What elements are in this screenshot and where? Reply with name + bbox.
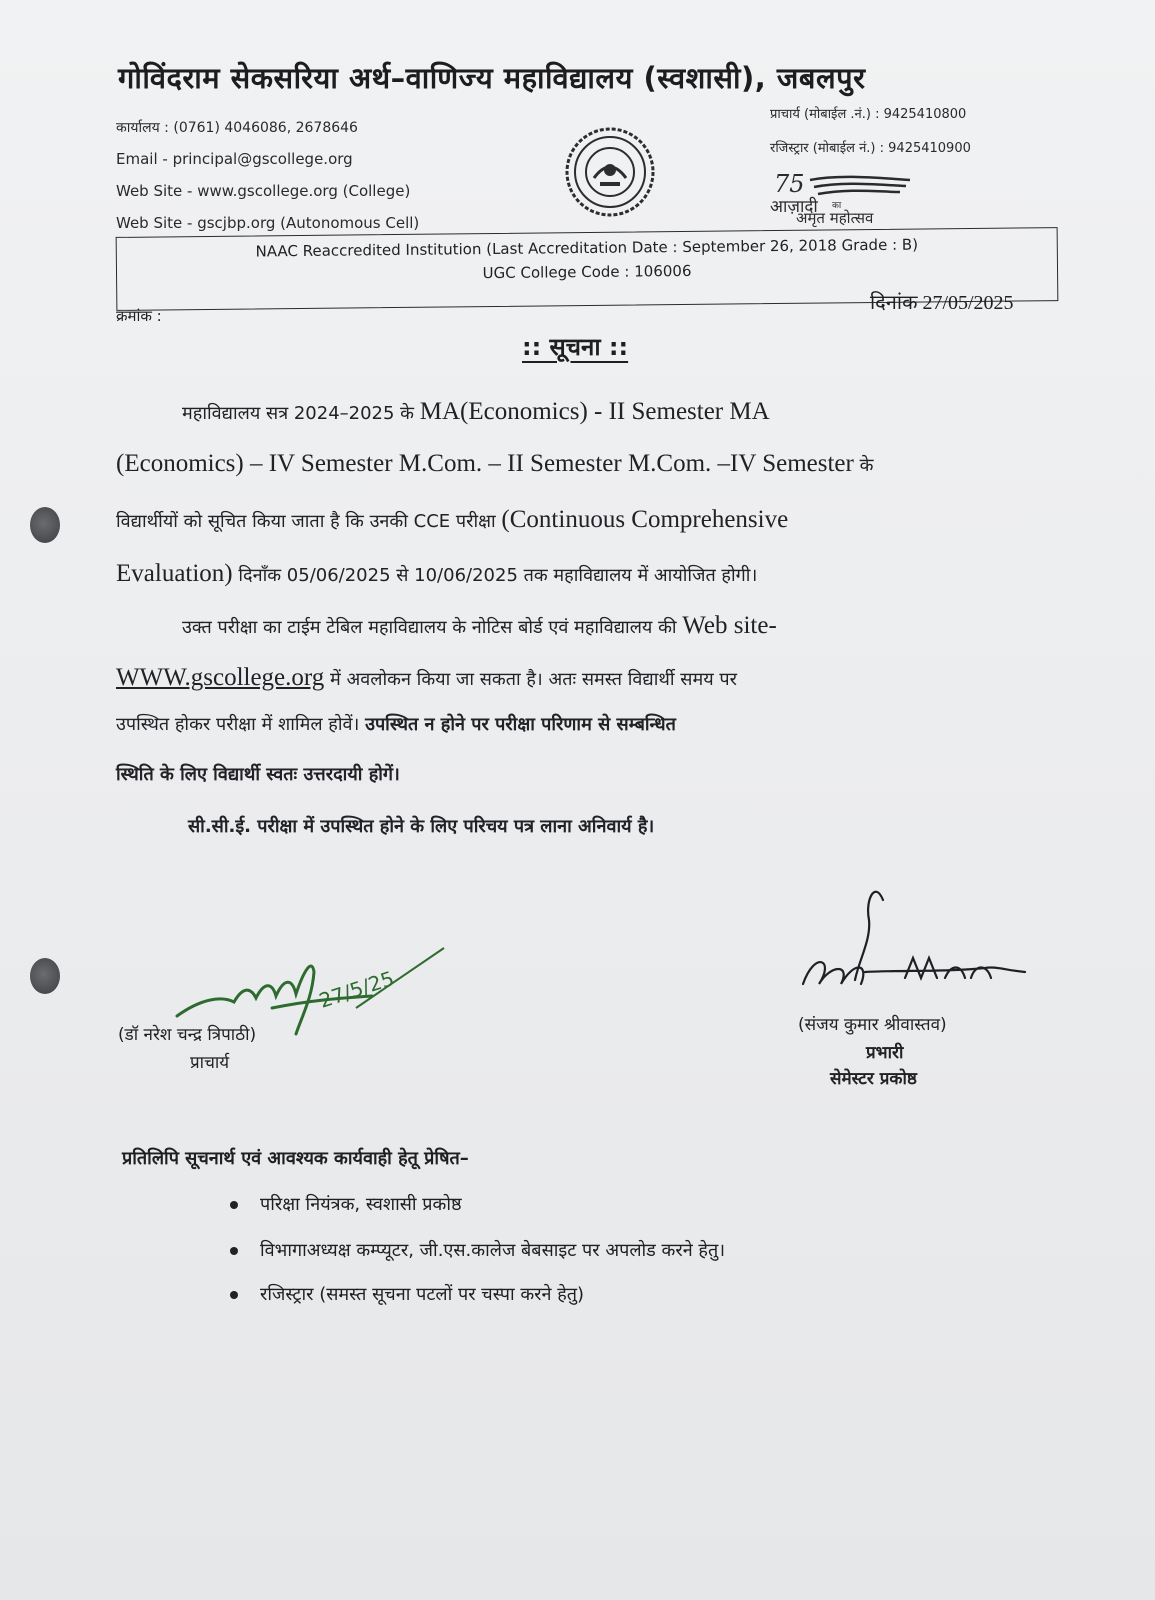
copy-to-item [230, 1238, 725, 1262]
copy-to-item [230, 1192, 462, 1216]
copy-to-item-text: विभागाअध्यक्ष कम्प्यूटर, जी.एस.कालेज बेबसाइट पर अपलोड करने हेतु। [260, 1240, 726, 1261]
reference-number-label: क्रमांक : [116, 307, 162, 325]
punch-hole-bottom [30, 958, 60, 994]
accreditation-line: NAAC Reaccredited Institution (Last Accreditation Date : September 26, 2018 Grade : B) [255, 235, 919, 261]
para1-line3 [116, 506, 788, 534]
para2-line1-hindi: उक्त परीक्षा का टाईम टेबिल महाविद्यालय के नोटिस बोर्ड एवं महाविद्यालय की [182, 617, 677, 638]
logo-text-azadi: आज़ादी [770, 197, 818, 217]
copy-to-heading: प्रतिलिपि सूचनार्थ एवं आवश्यक कार्यवाही हेतू प्रेषित– [122, 1148, 469, 1169]
registrar-mobile: रजिस्ट्रार (मोबाईल नं.) : 9425410900 [770, 141, 971, 156]
para1-line3-english: (Continuous Comprehensive [501, 506, 789, 533]
copy-to-item-text: रजिस्ट्रार (समस्त सूचना पटलों पर चस्पा करने हेतु) [260, 1284, 585, 1305]
website-college: Web Site - www.gscollege.org (College) [116, 182, 411, 200]
para1-line4-hindi: दिनाँक 05/06/2025 से 10/06/2025 तक महाविद्यालय में आयोजित होगी। [238, 565, 758, 586]
principal-signature-date: 27/5/25 [316, 966, 397, 1013]
bullet-icon [230, 1201, 238, 1209]
azadi-ka-amrit-mahotsav-logo [770, 170, 950, 234]
principal-title: प्राचार्य [190, 1053, 230, 1073]
logo-text-ka: का [832, 201, 842, 211]
para1-line3-hindi: विद्यार्थीयों को सूचित किया जाता है कि उनकी CCE परीक्षा [116, 511, 496, 532]
principal-mobile: प्राचार्य (मोबाईल .नं.) : 9425410800 [770, 107, 967, 122]
copy-to-item [230, 1282, 584, 1306]
punch-hole-top [30, 507, 60, 543]
para2-line3-bold: उपस्थित न होने पर परीक्षा परिणाम से सम्बन्धित [365, 714, 676, 735]
para2-line2-hindi: में अवलोकन किया जा सकता है। अतः समस्त विद्यार्थी समय पर [330, 669, 737, 690]
notice-heading: :: सूचना :: [522, 333, 629, 361]
email-text: Email - principal@gscollege.org [116, 150, 353, 168]
para2-line3 [116, 712, 676, 736]
para2-line2 [116, 664, 737, 692]
para1-line1-hindi: महाविद्यालय सत्र 2024–2025 के [182, 403, 415, 424]
principal-name: (डॉ नरेश चन्द्र त्रिपाठी) [118, 1025, 257, 1045]
college-name: गोविंदराम सेकसरिया अर्थ–वाणिज्य महाविद्यालय (स्वशासी), जबलपुर [118, 61, 866, 95]
logo-number: 75 [774, 170, 805, 198]
office-phone: कार्यालय : (0761) 4046086, 2678646 [116, 120, 358, 136]
incharge-name: (संजय कुमार श्रीवास्तव) [798, 1015, 947, 1035]
para3-id-card-mandatory: सी.सी.ई. परीक्षा में उपस्थित होने के लिए परिचय पत्र लाना अनिवार्य है। [188, 816, 655, 837]
college-seal-icon [564, 126, 656, 218]
para2-line1-english: Web site- [682, 612, 777, 639]
para2-line3-hindi: उपस्थित होकर परीक्षा में शामिल होवें। [116, 714, 360, 735]
para1-line4-english: Evaluation) [116, 560, 233, 587]
college-website-link[interactable]: WWW.gscollege.org [116, 664, 325, 691]
logo-text-amrit: अमृत महोत्सव [796, 209, 874, 227]
notice-date: दिनांक 27/05/2025 [870, 292, 1014, 314]
website-autonomous: Web Site - gscjbp.org (Autonomous Cell) [116, 214, 420, 232]
para1-line2-hindi: के [859, 455, 874, 476]
incharge-title: प्रभारी [866, 1043, 904, 1063]
bullet-icon [230, 1291, 238, 1299]
incharge-department: सेमेस्टर प्रकोष्ठ [830, 1069, 917, 1089]
bullet-icon [230, 1247, 238, 1255]
para1-line4 [116, 560, 757, 588]
para1-line2 [116, 450, 873, 478]
para2-line4: स्थिति के लिए विद्यार्थी स्वतः उत्तरदायी होगें। [116, 764, 400, 785]
para1-line1 [182, 398, 770, 426]
para2-line1 [182, 612, 777, 640]
incharge-signature [795, 880, 1055, 1010]
ugc-code: UGC College Code : 106006 [482, 261, 692, 283]
para1-line1-english: MA(Economics) - II Semester MA [419, 398, 770, 425]
para1-line2-english: (Economics) – IV Semester M.Com. – II Semester M.Com. –IV Semester [116, 450, 854, 477]
copy-to-item-text: परिक्षा नियंत्रक, स्वशासी प्रकोष्ठ [260, 1194, 462, 1215]
